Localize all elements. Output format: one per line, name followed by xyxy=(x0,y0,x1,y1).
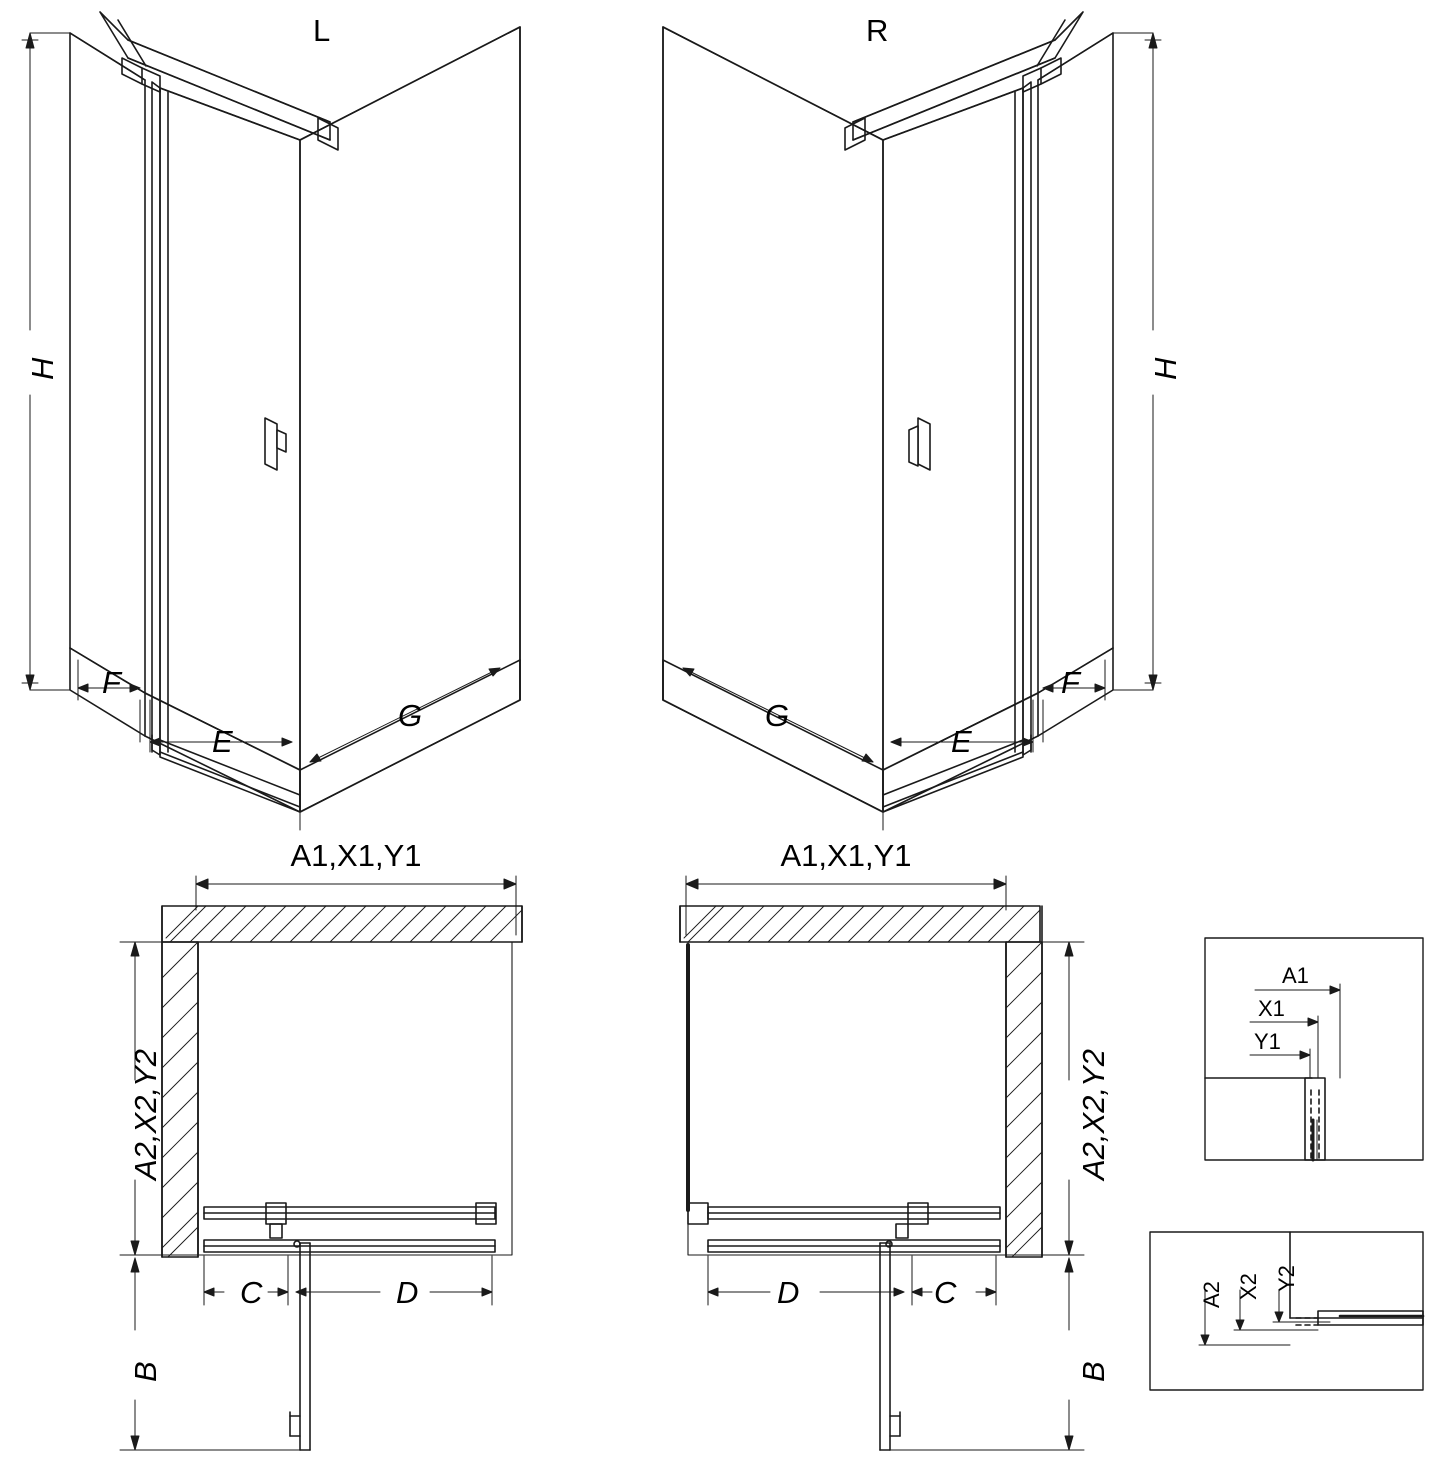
door-handle-left xyxy=(265,418,286,470)
view-title-right: R xyxy=(866,13,889,48)
dim-label-F-left: F xyxy=(102,665,121,700)
detail-label-A1: A1 xyxy=(1282,963,1309,988)
dim-label-top-left: A1,X1,Y1 xyxy=(290,838,422,873)
dim-label-B-right: B xyxy=(1076,1361,1111,1382)
dim-label-side-right: A2,X2,Y2 xyxy=(1076,1049,1111,1180)
door-handle-right xyxy=(909,418,930,470)
dim-label-H-left: H xyxy=(25,357,60,380)
detail-label-Y1: Y1 xyxy=(1254,1029,1281,1054)
detail-bottom xyxy=(1150,1232,1423,1390)
dim-label-C-right: C xyxy=(934,1275,957,1310)
view-title-left: L xyxy=(313,13,331,48)
dim-label-D-left: D xyxy=(396,1275,419,1310)
dim-label-H-right: H xyxy=(1148,357,1183,380)
dim-label-top-right: A1,X1,Y1 xyxy=(780,838,912,873)
dim-label-D-right: D xyxy=(777,1275,800,1310)
dim-label-C-left: C xyxy=(240,1275,263,1310)
plan-view-right xyxy=(680,876,1084,1450)
dim-label-side-left: A2,X2,Y2 xyxy=(128,1049,163,1180)
detail-label-X1: X1 xyxy=(1258,996,1285,1021)
detail-top xyxy=(1205,938,1423,1160)
dim-label-E-left: E xyxy=(212,724,233,759)
dim-label-F-right: F xyxy=(1061,665,1080,700)
dim-label-E-right: E xyxy=(951,724,972,759)
dim-label-B-left: B xyxy=(128,1361,163,1382)
detail-label-A2: A2 xyxy=(1199,1281,1224,1308)
dim-label-G-right: G xyxy=(765,698,790,733)
dim-label-G-left: G xyxy=(398,698,423,733)
detail-label-Y2: Y2 xyxy=(1274,1265,1299,1292)
detail-label-X2: X2 xyxy=(1236,1273,1261,1300)
plan-view-left xyxy=(120,876,522,1450)
